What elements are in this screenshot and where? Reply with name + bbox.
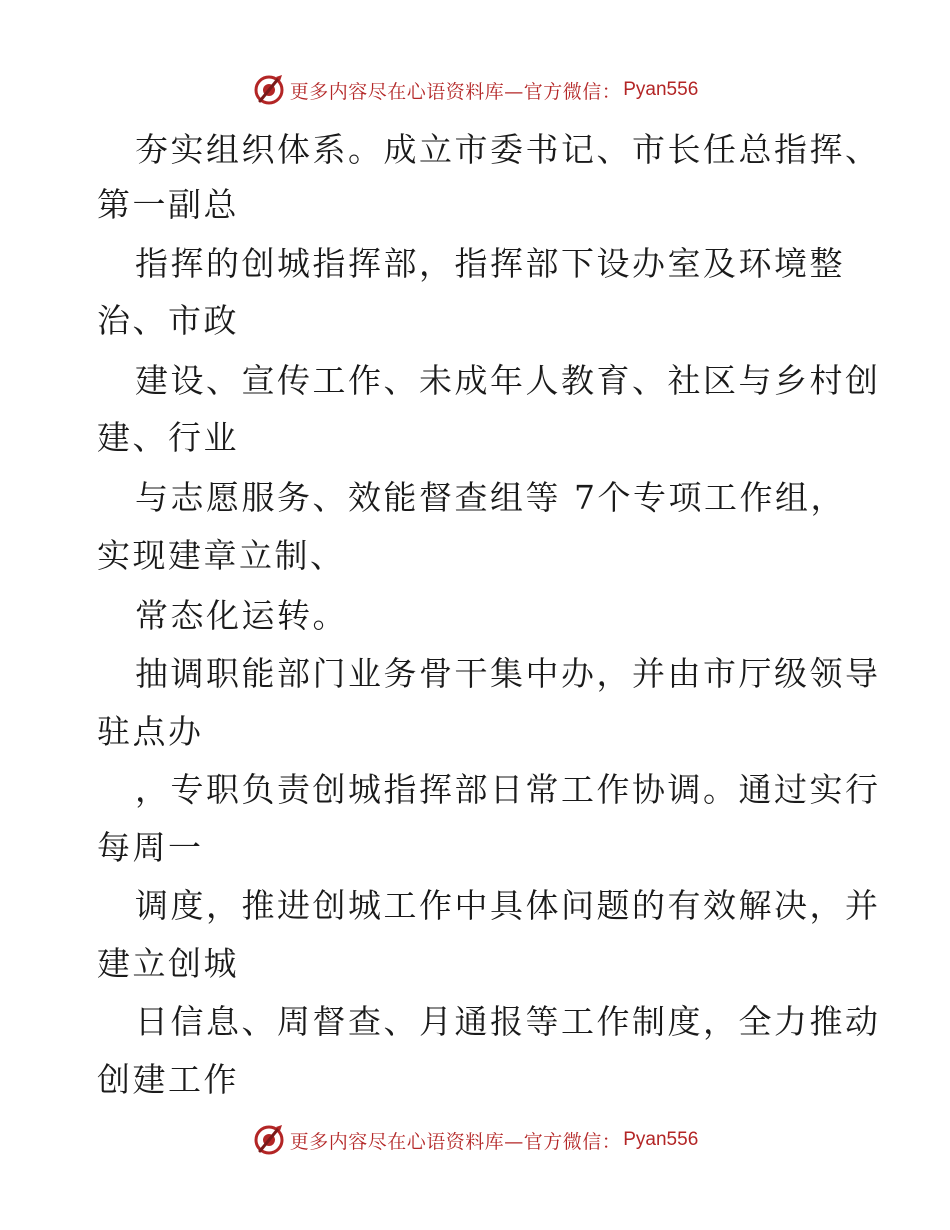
text-line: 与志愿服务、效能督查组等 7个专项工作组， <box>135 478 846 517</box>
logo-icon <box>252 1123 286 1157</box>
header-text: 更多内容尽在心语资料库—官方微信： <box>289 80 622 103</box>
text-line: 实现建章立制、 <box>97 536 346 575</box>
text-line: 调度，推进创城工作中具体问题的有效解决，并 <box>135 886 881 925</box>
text-line: 建、行业 <box>97 418 239 457</box>
text-line: 抽调职能部门业务骨干集中办，并由市厅级领导 <box>135 654 881 693</box>
text-line: 建设、宣传工作、未成年人教育、社区与乡村创 <box>135 361 881 400</box>
text-line: 日信息、周督查、月通报等工作制度，全力推动 <box>135 1002 881 1041</box>
text-line: 建立创城 <box>97 944 239 983</box>
text-line: 治、市政 <box>97 301 239 340</box>
footer-wechat-id: Pyan556 <box>623 1129 699 1150</box>
text-line: ，专职负责创城指挥部日常工作协调。通过实行 <box>135 770 881 809</box>
text-line: 创建工作 <box>97 1060 239 1099</box>
footer-text: 更多内容尽在心语资料库—官方微信： <box>289 1130 622 1153</box>
text-line: 指挥的创城指挥部，指挥部下设办室及环境整 <box>135 244 845 283</box>
header-wechat-id: Pyan556 <box>623 79 699 100</box>
text-line: 常态化运转。 <box>135 596 348 635</box>
text-line: 驻点办 <box>97 712 204 751</box>
header-banner <box>0 70 950 110</box>
footer-banner <box>0 1120 950 1160</box>
text-line: 每周一 <box>97 828 204 867</box>
text-line: 夯实组织体系。成立市委书记、市长任总指挥、 <box>135 130 881 169</box>
text-line: 第一副总 <box>97 185 239 224</box>
logo-icon <box>252 73 286 107</box>
